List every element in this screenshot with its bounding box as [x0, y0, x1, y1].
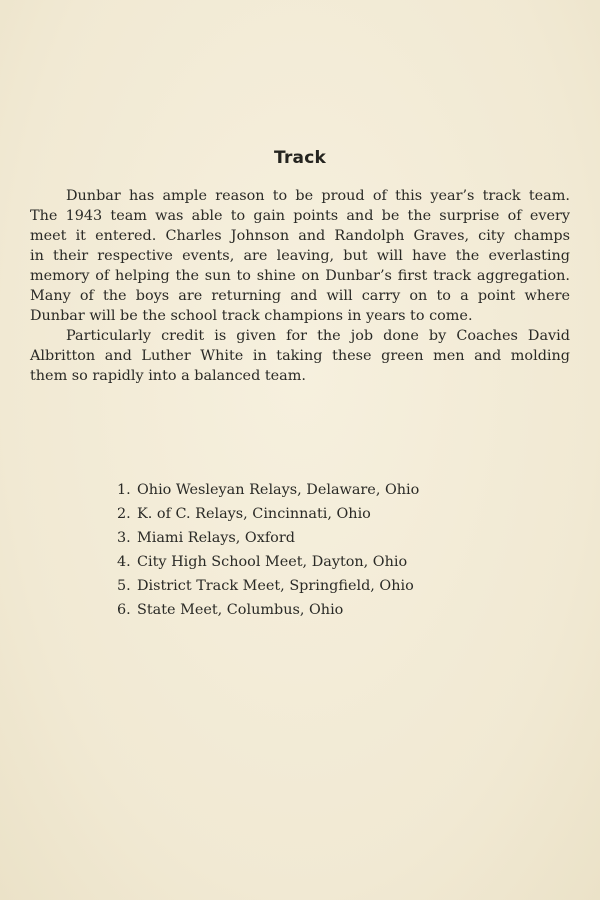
list-item-text: Miami Relays, Oxford [137, 530, 295, 546]
list-item-number: 5. [117, 578, 131, 594]
paragraph-line: them so rapidly into a balanced team. [30, 368, 306, 384]
paragraph-line: in their respective events, are leaving, but will have the everlasting [30, 248, 570, 264]
list-item [117, 478, 419, 502]
list-item-text: District Track Meet, Springfield, Ohio [137, 578, 414, 594]
paragraph-line: Particularly credit is given for the job done by Coaches David [66, 328, 570, 344]
list-item [117, 574, 419, 598]
list-item [117, 598, 419, 622]
list-item [117, 550, 419, 574]
list-item-number: 2. [117, 506, 131, 522]
list-item-text: Ohio Wesleyan Relays, Delaware, Ohio [137, 482, 420, 498]
list-item [117, 502, 419, 526]
list-item-number: 4. [117, 554, 131, 570]
list-item-text: State Meet, Columbus, Ohio [137, 602, 344, 618]
list-item-number: 6. [117, 602, 131, 618]
paragraph-line: Dunbar has ample reason to be proud of this year’s track team. [66, 188, 570, 204]
paragraph-line: Many of the boys are returning and will carry on to a point where [30, 288, 570, 304]
list-item-text: City High School Meet, Dayton, Ohio [137, 554, 408, 570]
paragraph-line: Dunbar will be the school track champions in years to come. [30, 308, 473, 324]
paragraph-line: memory of helping the sun to shine on Dunbar’s first track aggregation. [30, 268, 570, 284]
list-item [117, 526, 419, 550]
paragraph-line: Albritton and Luther White in taking these green men and molding [30, 348, 570, 364]
paragraph-line: meet it entered. Charles Johnson and Randolph Graves, city champs [30, 228, 570, 244]
paragraph-line: The 1943 team was able to gain points and be the surprise of every [30, 208, 570, 224]
paragraph-team-summary [30, 186, 570, 326]
list-item-text: K. of C. Relays, Cincinnati, Ohio [137, 506, 371, 522]
paragraph-coaches-credit [30, 326, 570, 386]
meets-list [117, 478, 419, 622]
list-item-number: 3. [117, 530, 131, 546]
list-item-number: 1. [117, 482, 131, 498]
page-title: Track [274, 148, 326, 168]
